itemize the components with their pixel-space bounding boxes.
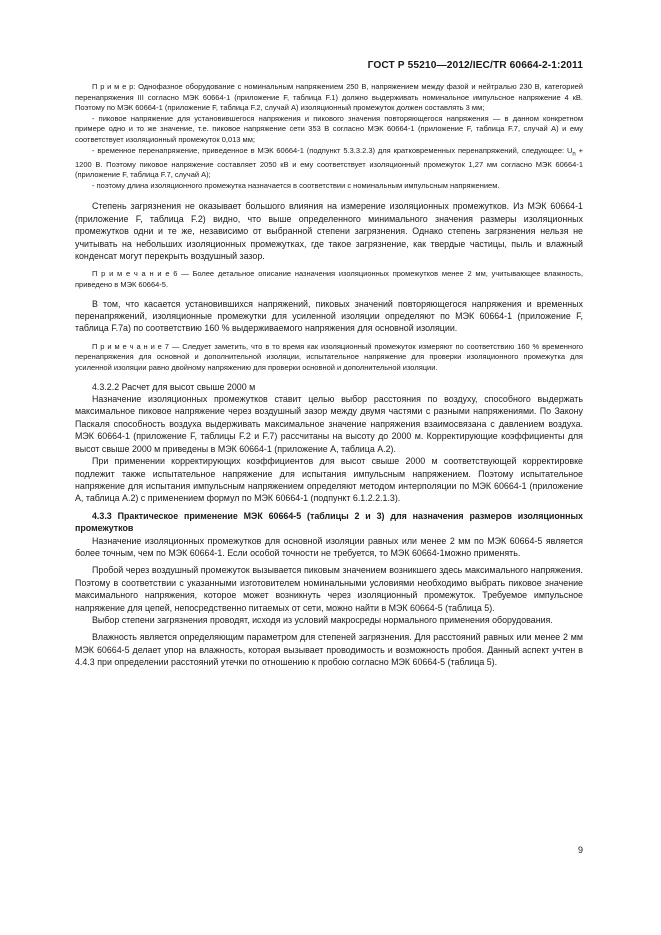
document-header: ГОСТ Р 55210—2012/IEC/TR 60664-2-1:2011 [367,60,583,71]
section-4322-heading: 4.3.2.2 Расчет для высот свыше 2000 м [92,381,256,392]
example-item-2-end: + 1200 В. Поэтому пиковое напряжение составляет 2050 кВ и ему соответствует изоляционный промежуток 1,27 мм согласно МЭК 60664-1 (приложение F, таблица F.7, случай А); [75,145,584,180]
note-7 [75,342,583,374]
example-item-3: - поэтому длина изоляционного промежутка назначается в соответствии с номинальным импульсным напряжением. [92,180,500,190]
example-item-2-start: - временное перенапряжение, приведенное в МЭК 60664-1 (подпункт 5.3.3.2.3) для кратковременных перенапряжений, следующее: U [92,145,573,155]
page-content [75,82,583,669]
note-6-label: П р и м е ч а н и е 6 [92,269,178,279]
example-intro [75,82,583,114]
example-item-1: - пиковое напряжение для установившегося напряжения и пикового значения повторяющегося напряжения — в данном конкретном примере одно и то же значение, т.е. пиковое напряжение сети 353 В согласно МЭК 60664-1 (приложение F, таблица F.7, случай А) и ему соответствует изоляционный промежуток 0,013 мм; [75,113,583,144]
example-block [75,82,583,191]
example-item-2 [75,146,583,181]
note-6 [75,269,583,290]
note-7-label: П р и м е ч а н и е 7 [92,341,169,351]
paragraph-breakdown: Пробой через воздушный промежуток вызывается пиковым значением возникшего здесь максимального напряжения. Поэтому в соответствии с указанными изготовителем номинальными условиями необходимо выбрать пиковое значение максимального напряжения, которое может возникнуть через изоляционный промежуток. Требуемое импульсное напряжение для цепей, непосредственно питаемых от сети, можно найти в МЭК 60664-5 (таблица 5). [75,565,583,613]
example-intro-text: Однофазное оборудование с номинальным напряжением 250 В, напряжением между фазой и нейтралью 230 В, категорией перенапряжения III согласно МЭК 60664-1 (приложение F, таблица F.1) должно выдерживать номинальное импульсное напряжение 4 кВ. Поэтому по МЭК 60664-1 (приложение F, таблица F.2, случай А) изоляционный промежуток должен составлять 3 мм; [75,82,583,113]
paragraph-correction: При применении корректирующих коэффициентов для высот свыше 2000 м соответствующей корректировке подлежит также испытательное напряжение для испытания импульсным напряжением. Поэтому испытательное напряжение для испытания импульсным напряжением определяют методом интерполяции по МЭК 60664-1 (приложение А, таблица А.2) с применением формул по МЭК 60664-1 (подпункт 6.1.2.2.1.3). [75,456,583,504]
paragraph-altitude: Назначение изоляционных промежутков ставит целью выбор расстояния по воздуху, способного выдержать максимальное пиковое напряжение через воздушный зазор между двумя частями с разными напряжениями. По Закону Паскаля способность воздуха выдерживать максимальное значение напряжения взаимосвязана с давлением воздуха. МЭК 60664-1 (приложение F, таблицы F.2 и F.7) рассчитаны на высоту до 2000 м. Корректирующие коэффициенты для высот свыше 2000 м приведены в МЭК 60664-1 (приложение А, таблица А.2). [75,394,583,454]
section-433-heading: 4.3.3 Практическое применение МЭК 60664-5 (таблицы 2 и 3) для назначения размеров изоляционных промежутков [75,510,583,534]
example-label: П р и м е р: [92,82,136,91]
example-item-2-subscript: n [572,151,576,158]
note-7-text: — Следует заметить, что в то время как изоляционный промежуток измеряют по соответствию 160 % временного перенапряжения для основной и дополнительной изоляции, испытательное напряжение для проверки изоляционного промежутка для усиленной изоляции равно двойному напряжению для проверки основной и дополнительной изоляции. [75,341,583,373]
note-6-text: — Более детальное описание назначения изоляционных промежутков менее 2 мм, учитывающее влажность, приведено в МЭК 60664-5. [75,269,583,290]
paragraph-pollution: Степень загрязнения не оказывает большого влияния на измерение изоляционных промежутков. Из МЭК 60664-1 (приложение F, таблица F.2) видно, что выше определенного минимального значения размеры изоляционных промежутков одни и те же, независимо от выбранной степени загрязнения. Однако степень загрязнения нельзя не учитывать на небольших изоляционных промежутках, где такое загрязнение, как твердые частицы, пыль и влажный конденсат могут перекрыть воздушный зазор. [75,201,583,262]
page-number: 9 [577,845,583,855]
paragraph-reinforced: В том, что касается установившихся напряжений, пиковых значений повторяющегося напряжения и временных перенапряжений, изоляционные промежутки для усиленной изоляции определяют по МЭК 60664-1 (приложение F, таблица F.7а) по соответствию 160 % выдерживаемого напряжения для основной изоляции. [75,298,583,334]
paragraph-60664-5: Назначение изоляционных промежутков для основной изоляции равных или менее 2 мм по МЭК 60664-5 является более точным, чем по МЭК 60664-1. Если особой точности не требуется, то МЭК 60664-1можно применять. [75,535,583,558]
paragraph-pollution-choice: Выбор степени загрязнения проводят, исходя из условий макросреды нормального применения оборудования. [92,614,553,625]
paragraph-humidity: Влажность является определяющим параметром для степеней загрязнения. Для расстояний равных или менее 2 мм МЭК 60664-5 делает упор на влажность, которая вызывает проводимость и возможность пробоя. Данный аспект учтен в 4.4.3 при определении расстояний утечки по отношению к пробою согласно МЭК 60664-5 (таблица 5). [75,632,583,668]
